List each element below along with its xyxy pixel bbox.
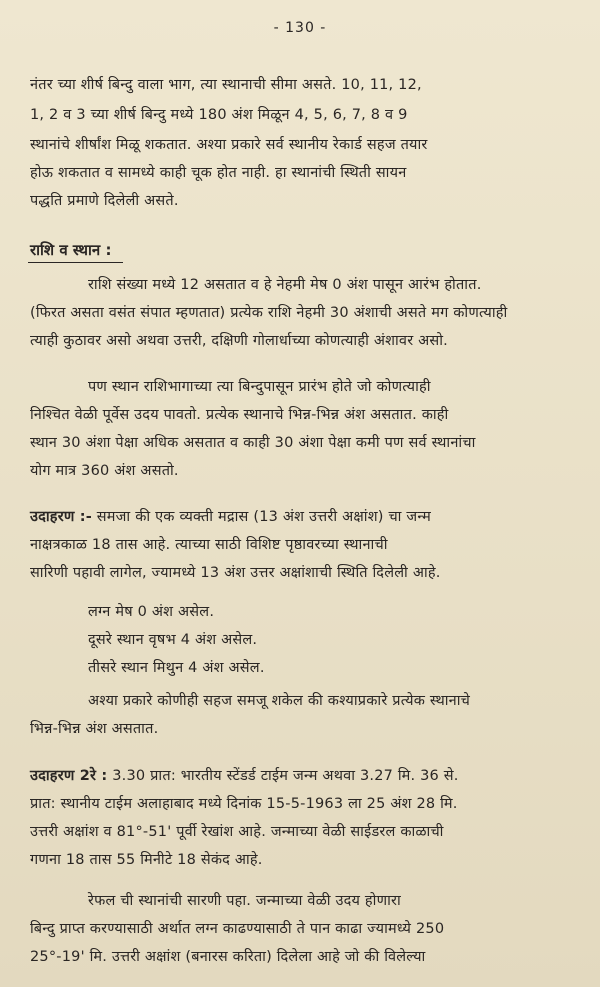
text-line: सारिणी पहावी लागेल, ज्यामध्ये 13 अंश उत्तर अक्षांशाची स्थिति दिलेली आहे. bbox=[30, 565, 441, 581]
text-line: पण स्थान राशिभागाच्या त्या बिन्दुपासून प्रारंभ होते जो कोणत्याही bbox=[88, 379, 431, 395]
text-line: प्रात: स्थानीय टाईम अलाहाबाद मध्ये दिनांक 15-5-1963 ला 25 अंश 28 मि. bbox=[30, 796, 458, 812]
list-item: लग्न मेष 0 अंश असेल. bbox=[88, 604, 215, 620]
text-line: योग मात्र 360 अंश असतो. bbox=[30, 463, 179, 479]
example-2-label: उदाहरण 2रे : bbox=[30, 768, 108, 784]
text-line: भिन्न-भिन्न अंश असतात. bbox=[30, 721, 159, 737]
text-line: स्थानांचे शीर्षांश मिळू शकतात. अश्या प्रकारे सर्व स्थानीय रेकार्ड सहज तयार bbox=[30, 137, 428, 153]
text-line: 3.30 प्रात: भारतीय स्टेंडर्ड टाईम जन्म अथवा 3.27 मि. 36 से. bbox=[112, 768, 459, 784]
list-item: तीसरे स्थान मिथुन 4 अंश असेल. bbox=[88, 660, 265, 676]
list-item: दूसरे स्थान वृषभ 4 अंश असेल. bbox=[88, 632, 258, 648]
text-line: (फिरत असता वसंत संपात म्हणतात) प्रत्येक राशि नेहमी 30 अंशाची असते मग कोणत्याही bbox=[30, 305, 508, 321]
text-line: नंतर च्या शीर्ष बिन्दु वाला भाग, त्या स्थानाची सीमा असते. 10, 11, 12, bbox=[30, 77, 422, 93]
text-line: होऊ शकतात व सामध्ये काही चूक होत नाही. हा स्थानांची स्थिती सायन bbox=[30, 165, 407, 181]
text-line: निश्चित वेळी पूर्वेस उदय पावतो. प्रत्येक स्थानाचे भिन्न-भिन्न अंश असतात. काही bbox=[30, 407, 449, 423]
text-line: उत्तरी अक्षांश व 81°-51' पूर्वी रेखांश आहे. जन्माच्या वेळी साईडरल काळाची bbox=[30, 824, 444, 840]
text-line: 25°-19' मि. उत्तरी अक्षांश (बनारस करिता) दिलेला आहे जो की विलेल्या bbox=[30, 949, 426, 965]
example-1-first-line bbox=[30, 506, 431, 526]
text-line: रेफल ची स्थानांची सारणी पहा. जन्माच्या वेळी उदय होणारा bbox=[88, 893, 401, 909]
text-line: राशि संख्या मध्ये 12 असतात व हे नेहमी मेष 0 अंश पासून आरंभ होतात. bbox=[88, 277, 482, 293]
section-heading: राशि व स्थान : bbox=[30, 241, 112, 259]
text-line: पद्धति प्रमाणे दिलेली असते. bbox=[30, 193, 179, 209]
heading-underline bbox=[28, 262, 123, 263]
text-line: नाक्षत्रकाळ 18 तास आहे. त्याच्या साठी विशिष्ट पृष्ठावरच्या स्थानाची bbox=[30, 537, 388, 553]
text-line: 1, 2 व 3 च्या शीर्ष बिन्दु मध्ये 180 अंश मिळून 4, 5, 6, 7, 8 व 9 bbox=[30, 107, 408, 123]
example-2-first-line bbox=[30, 765, 459, 785]
text-line: अश्या प्रकारे कोणीही सहज समजू शकेल की कश्याप्रकारे प्रत्येक स्थानाचे bbox=[88, 693, 471, 709]
text-line: बिन्दु प्राप्त करण्यासाठी अर्थात लग्न काढण्यासाठी ते पान काढा ज्यामध्ये 250 bbox=[30, 921, 445, 937]
text-line: समजा की एक व्यक्ती मद्रास (13 अंश उत्तरी अक्षांश) चा जन्म bbox=[96, 509, 432, 525]
text-line: स्थान 30 अंशा पेक्षा अधिक असतात व काही 30 अंशा पेक्षा कमी पण सर्व स्थानांचा bbox=[30, 435, 476, 451]
text-line: त्याही कुठावर असो अथवा उत्तरी, दक्षिणी गोलार्धाच्या कोणत्याही अंशावर असो. bbox=[30, 333, 448, 349]
example-1-label: उदाहरण :- bbox=[30, 509, 92, 525]
text-line: गणना 18 तास 55 मिनीटे 18 सेकंद आहे. bbox=[30, 852, 263, 868]
page-number: - 130 - bbox=[273, 20, 327, 36]
